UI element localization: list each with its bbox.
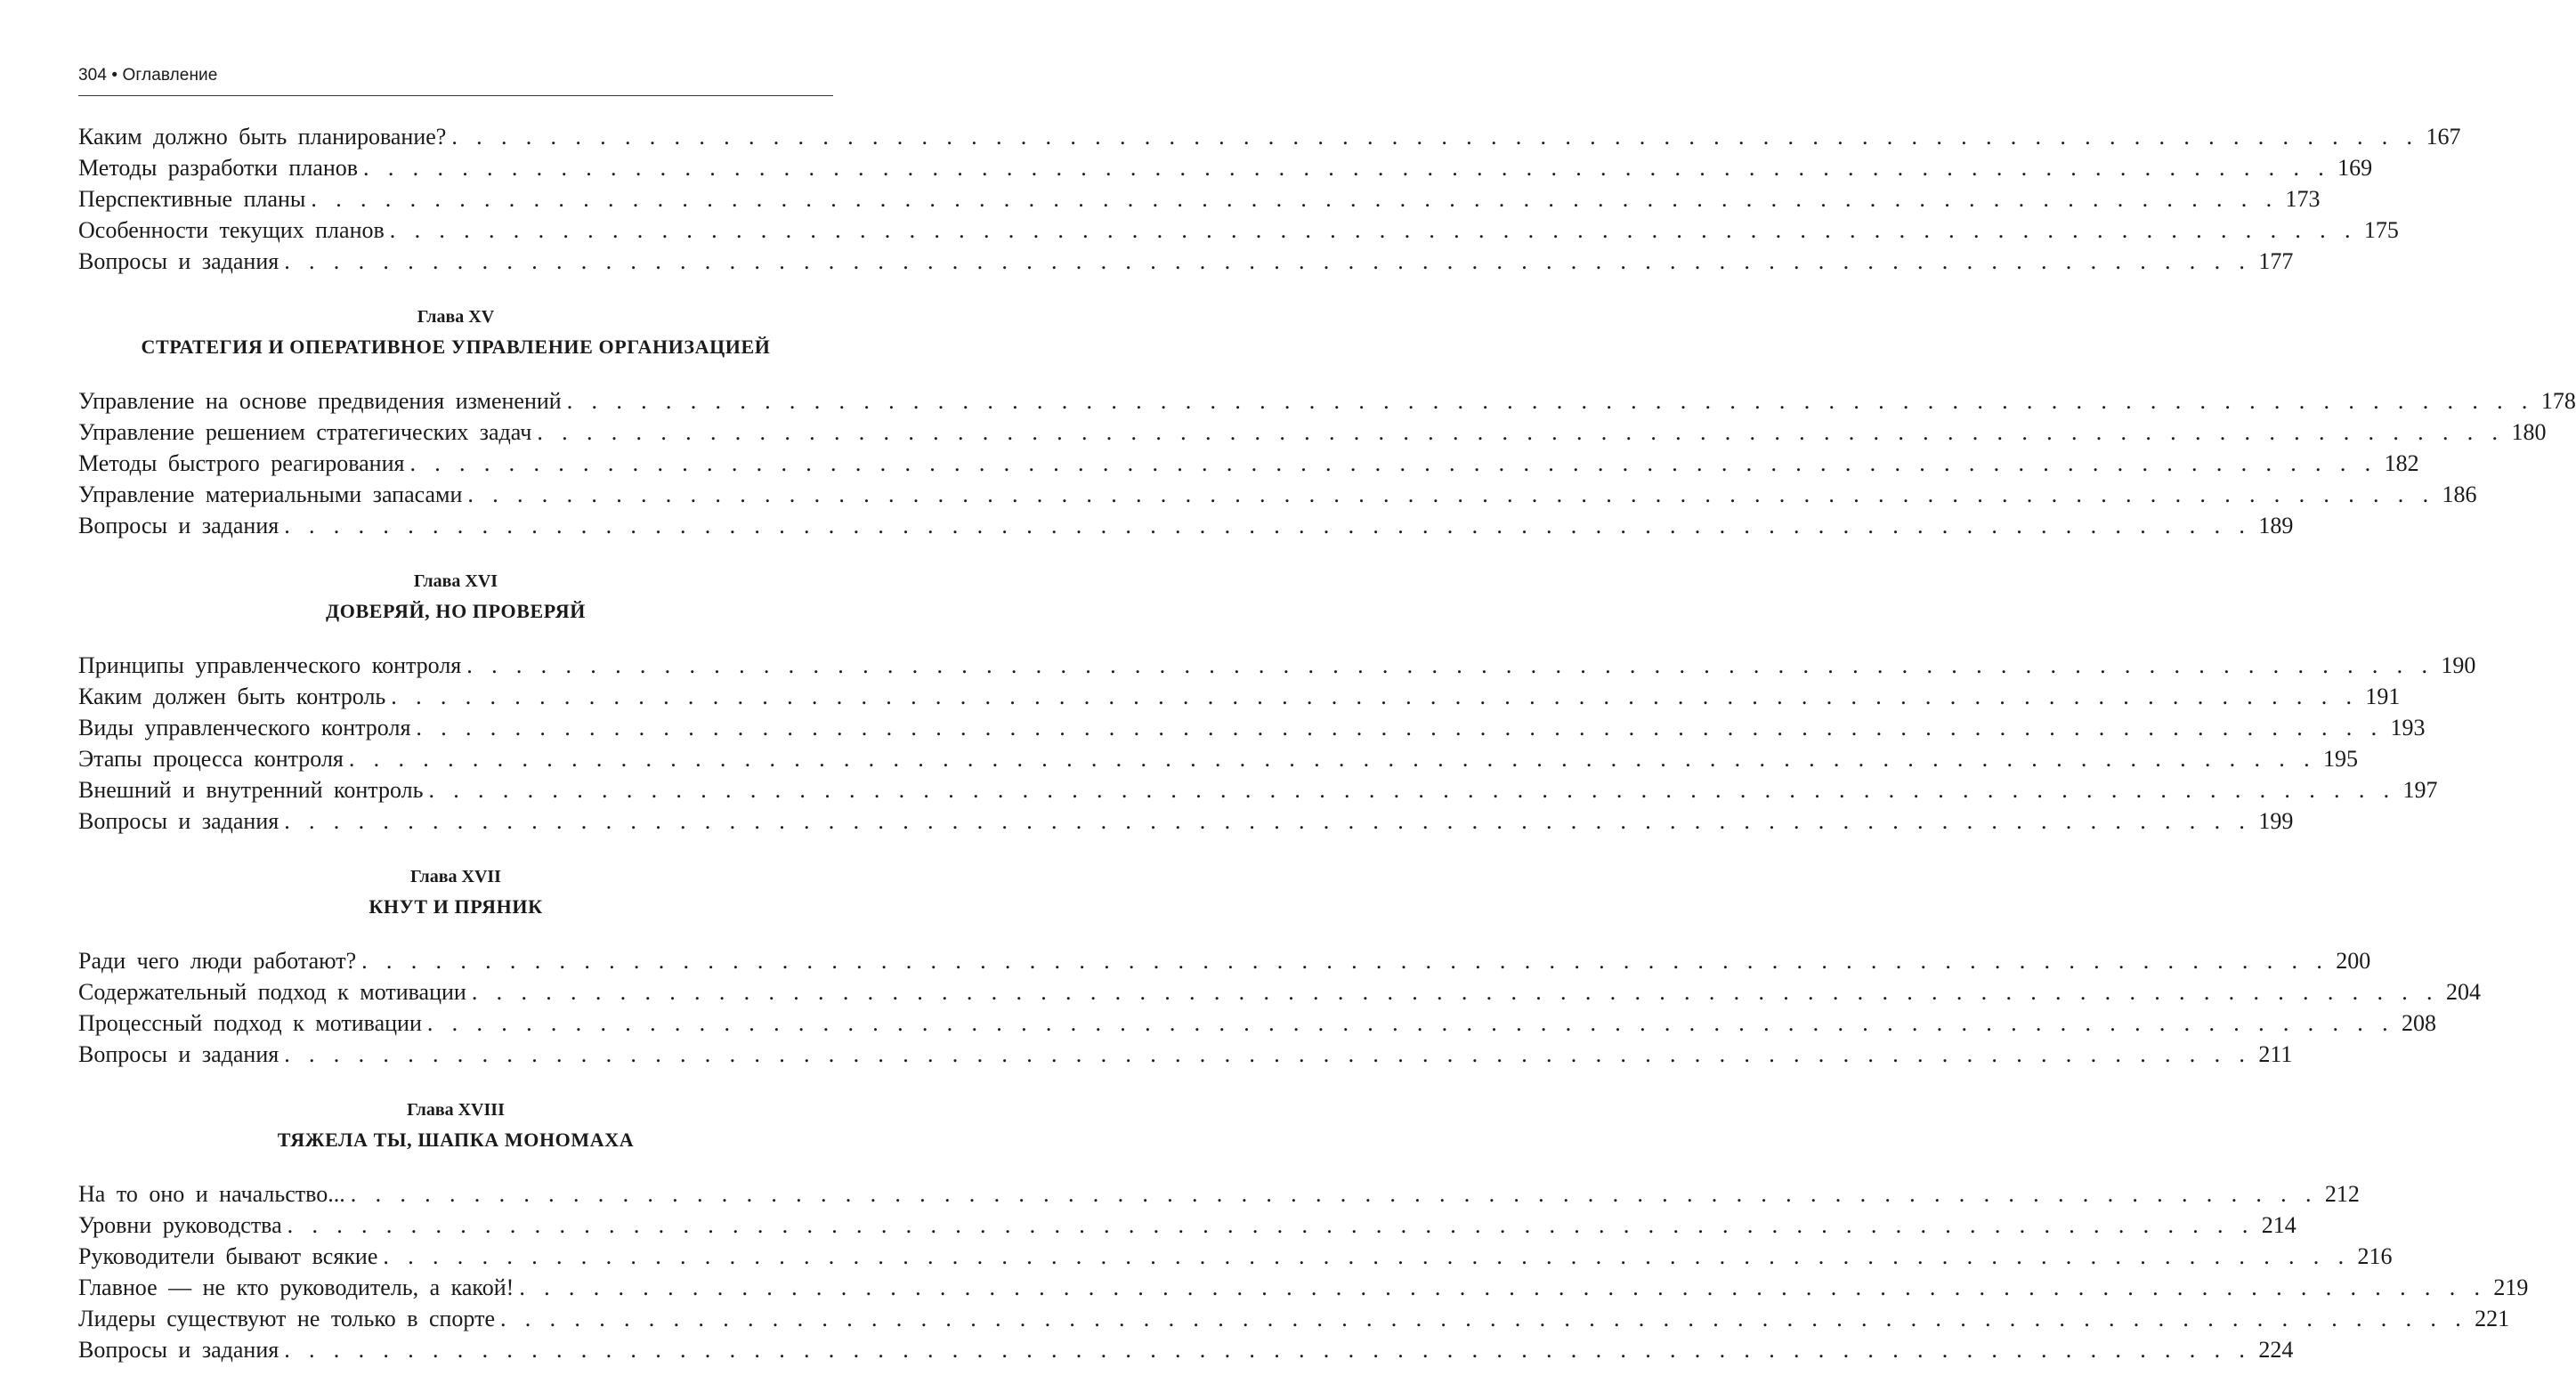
- chapter-title: СТРАТЕГИЯ И ОПЕРАТИВНОЕ УПРАВЛЕНИЕ ОРГАНИЗАЦИЕЙ: [141, 336, 771, 358]
- chapter-label: Глава XVII: [410, 867, 501, 886]
- toc-entry-title: Управление на основе предвидения изменений: [78, 388, 562, 414]
- dot-leader: . . . . . . . . . . . . . . . . . . . . . . . . . . . . . . . . . . . . . . . . . . . . . . . . . . . . . . . . . . . . . . . . . . . . . . . . . . . . . . . .: [391, 684, 2359, 709]
- toc-entry[interactable]: [78, 1272, 2529, 1303]
- dot-leader: . . . . . . . . . . . . . . . . . . . . . . . . . . . . . . . . . . . . . . . . . . . . . . . . . . . . . . . . . . . . . . . . . . . . . . . . . . . . . . . .: [284, 1041, 2252, 1067]
- toc-entry-title: Лидеры существуют не только в спорте: [78, 1306, 495, 1331]
- toc-entry-page: 195: [2322, 746, 2358, 772]
- dot-leader: . . . . . . . . . . . . . . . . . . . . . . . . . . . . . . . . . . . . . . . . . . . . . . . . . . . . . . . . . . . . . . . . . . . . . . . . . . . . . . . .: [284, 248, 2252, 274]
- toc-entry-page: 167: [2426, 124, 2461, 150]
- toc-entry-page: 199: [2258, 808, 2294, 834]
- toc-entry-page: 191: [2365, 684, 2401, 709]
- toc-entry-title: Уровни руководства: [78, 1212, 282, 1238]
- dot-leader: . . . . . . . . . . . . . . . . . . . . . . . . . . . . . . . . . . . . . . . . . . . . . . . . . . . . . . . . . . . . . . . . . . . . . . . . . . . . . . . .: [311, 186, 2279, 212]
- chapter-title: ДОВЕРЯЙ, НО ПРОВЕРЯЙ: [326, 600, 586, 622]
- chapter-label: Глава XVIII: [407, 1100, 505, 1120]
- toc-section: [78, 568, 2476, 837]
- toc-entry[interactable]: [78, 1303, 2510, 1334]
- toc-entry[interactable]: [78, 183, 2321, 214]
- toc-entry[interactable]: [78, 945, 2371, 976]
- dot-leader: . . . . . . . . . . . . . . . . . . . . . . . . . . . . . . . . . . . . . . . . . . . . . . . . . . . . . . . . . . . . . . . . . . . . . . . . . . . . . . . .: [383, 1243, 2351, 1269]
- toc-entry[interactable]: [78, 1210, 2297, 1241]
- toc-entry-page: 190: [2441, 652, 2476, 678]
- toc-entry-title: Главное — не кто руководитель, а какой!: [78, 1275, 514, 1300]
- toc-entry[interactable]: [78, 1178, 2360, 1210]
- toc-entry-title: Виды управленческого контроля: [78, 715, 411, 741]
- toc-entry-page: 219: [2493, 1275, 2529, 1300]
- toc-entry-title: Методы разработки планов: [78, 155, 359, 181]
- toc-entry-title: Управление материальными запасами: [78, 482, 463, 507]
- toc-entry-title: Перспективные планы: [78, 186, 306, 212]
- toc-entry-title: Особенности текущих планов: [78, 217, 385, 243]
- dot-leader: . . . . . . . . . . . . . . . . . . . . . . . . . . . . . . . . . . . . . . . . . . . . . . . . . . . . . . . . . . . . . . . . . . . . . . . . . . . . . . . .: [409, 450, 2378, 476]
- dot-leader: . . . . . . . . . . . . . . . . . . . . . . . . . . . . . . . . . . . . . . . . . . . . . . . . . . . . . . . . . . . . . . . . . . . . . . . . . . . . . . . .: [389, 217, 2357, 243]
- dot-leader: . . . . . . . . . . . . . . . . . . . . . . . . . . . . . . . . . . . . . . . . . . . . . . . . . . . . . . . . . . . . . . . . . . . . . . . . . . . . . . . .: [537, 419, 2505, 445]
- dot-leader: . . . . . . . . . . . . . . . . . . . . . . . . . . . . . . . . . . . . . . . . . . . . . . . . . . . . . . . . . . . . . . . . . . . . . . . . . . . . . . . .: [466, 652, 2434, 678]
- toc-entry[interactable]: [78, 650, 2476, 681]
- table-of-contents: [78, 121, 2576, 1365]
- toc-entry[interactable]: [78, 976, 2481, 1008]
- toc-entry-page: 224: [2258, 1337, 2294, 1363]
- toc-entry-page: 193: [2390, 715, 2426, 741]
- toc-entry[interactable]: [78, 1334, 2294, 1365]
- toc-entry[interactable]: [78, 417, 2547, 448]
- toc-entry-page: 178: [2540, 388, 2576, 414]
- toc-entry-title: Содержательный подход к мотивации: [78, 979, 466, 1005]
- toc-entry-page: 173: [2285, 186, 2321, 212]
- toc-entry[interactable]: [78, 448, 2419, 479]
- toc-entry-title: Этапы процесса контроля: [78, 746, 344, 772]
- toc-entry-page: 216: [2357, 1243, 2393, 1269]
- toc-entry-title: Внешний и внутренний контроль: [78, 777, 424, 803]
- toc-entry[interactable]: [78, 1008, 2436, 1039]
- toc-entry-page: 180: [2511, 419, 2547, 445]
- toc-entry-title: Руководители бывают всякие: [78, 1243, 378, 1269]
- toc-entry-page: 186: [2442, 482, 2477, 507]
- toc-entry[interactable]: [78, 1241, 2393, 1272]
- toc-entry-page: 169: [2337, 155, 2373, 181]
- dot-leader: . . . . . . . . . . . . . . . . . . . . . . . . . . . . . . . . . . . . . . . . . . . . . . . . . . . . . . . . . . . . . . . . . . . . . . . . . . . . . . . .: [566, 388, 2534, 414]
- dot-leader: . . . . . . . . . . . . . . . . . . . . . . . . . . . . . . . . . . . . . . . . . . . . . . . . . . . . . . . . . . . . . . . . . . . . . . . . . . . . . . . .: [284, 1337, 2252, 1363]
- toc-entry[interactable]: [78, 774, 2438, 805]
- toc-entry[interactable]: [78, 712, 2426, 743]
- toc-entry-page: 208: [2401, 1010, 2436, 1036]
- toc-section: [78, 303, 2576, 541]
- chapter-label: Глава XVI: [413, 571, 498, 591]
- toc-entry-page: 197: [2402, 777, 2438, 803]
- running-head: 304 • Оглавление: [78, 66, 218, 85]
- toc-entry[interactable]: [78, 743, 2358, 774]
- toc-section: [78, 863, 2481, 1070]
- chapter-label: Глава XV: [417, 307, 495, 327]
- toc-section: [78, 121, 2461, 277]
- toc-entry-title: Вопросы и задания: [78, 1041, 279, 1067]
- toc-entry[interactable]: [78, 510, 2294, 541]
- toc-entry[interactable]: [78, 121, 2461, 152]
- toc-entry-page: 182: [2384, 450, 2419, 476]
- toc-entry-title: Вопросы и задания: [78, 248, 279, 274]
- toc-entry[interactable]: [78, 479, 2477, 510]
- chapter-title: ТЯЖЕЛА ТЫ, ШАПКА МОНОМАХА: [277, 1129, 635, 1151]
- toc-entry[interactable]: [78, 1039, 2293, 1070]
- toc-entry-title: Методы быстрого реагирования: [78, 450, 405, 476]
- dot-leader: . . . . . . . . . . . . . . . . . . . . . . . . . . . . . . . . . . . . . . . . . . . . . . . . . . . . . . . . . . . . . . . . . . . . . . . . . . . . . . . .: [284, 808, 2252, 834]
- dot-leader: . . . . . . . . . . . . . . . . . . . . . . . . . . . . . . . . . . . . . . . . . . . . . . . . . . . . . . . . . . . . . . . . . . . . . . . . . . . . . . . .: [348, 746, 2316, 772]
- toc-entry-title: На то оно и начальство...: [78, 1181, 345, 1207]
- toc-entry-page: 212: [2324, 1181, 2360, 1207]
- toc-entry-title: Принципы управленческого контроля: [78, 652, 462, 678]
- dot-leader: . . . . . . . . . . . . . . . . . . . . . . . . . . . . . . . . . . . . . . . . . . . . . . . . . . . . . . . . . . . . . . . . . . . . . . . . . . . . . . . .: [467, 482, 2435, 507]
- dot-leader: . . . . . . . . . . . . . . . . . . . . . . . . . . . . . . . . . . . . . . . . . . . . . . . . . . . . . . . . . . . . . . . . . . . . . . . . . . . . . . . .: [519, 1275, 2487, 1300]
- toc-entry-title: Вопросы и задания: [78, 808, 279, 834]
- dot-leader: . . . . . . . . . . . . . . . . . . . . . . . . . . . . . . . . . . . . . . . . . . . . . . . . . . . . . . . . . . . . . . . . . . . . . . . . . . . . . . . .: [361, 948, 2329, 974]
- toc-entry-page: 189: [2258, 513, 2294, 538]
- dot-leader: . . . . . . . . . . . . . . . . . . . . . . . . . . . . . . . . . . . . . . . . . . . . . . . . . . . . . . . . . . . . . . . . . . . . . . . . . . . . . . . .: [284, 513, 2252, 538]
- toc-entry[interactable]: [78, 246, 2294, 277]
- toc-entry-title: Управление решением стратегических задач: [78, 419, 532, 445]
- dot-leader: . . . . . . . . . . . . . . . . . . . . . . . . . . . . . . . . . . . . . . . . . . . . . . . . . . . . . . . . . . . . . . . . . . . . . . . . . . . . . . . .: [363, 155, 2331, 181]
- dot-leader: . . . . . . . . . . . . . . . . . . . . . . . . . . . . . . . . . . . . . . . . . . . . . . . . . . . . . . . . . . . . . . . . . . . . . . . . . . . . . . . .: [500, 1306, 2468, 1331]
- toc-entry[interactable]: [78, 385, 2576, 417]
- chapter-title: КНУТ И ПРЯНИК: [369, 895, 543, 918]
- toc-entry-title: Вопросы и задания: [78, 513, 279, 538]
- toc-entry[interactable]: [78, 214, 2399, 246]
- dot-leader: . . . . . . . . . . . . . . . . . . . . . . . . . . . . . . . . . . . . . . . . . . . . . . . . . . . . . . . . . . . . . . . . . . . . . . . . . . . . . . . .: [428, 777, 2396, 803]
- toc-entry-page: 221: [2475, 1306, 2510, 1331]
- toc-entry-title: Каким должно быть планирование?: [78, 124, 447, 150]
- toc-entry[interactable]: [78, 805, 2294, 837]
- dot-leader: . . . . . . . . . . . . . . . . . . . . . . . . . . . . . . . . . . . . . . . . . . . . . . . . . . . . . . . . . . . . . . . . . . . . . . . . . . . . . . . .: [416, 715, 2384, 741]
- toc-entry-title: Процессный подход к мотивации: [78, 1010, 422, 1036]
- toc-entry-title: Каким должен быть контроль: [78, 684, 386, 709]
- toc-entry[interactable]: [78, 681, 2401, 712]
- toc-entry-page: 175: [2363, 217, 2399, 243]
- dot-leader: . . . . . . . . . . . . . . . . . . . . . . . . . . . . . . . . . . . . . . . . . . . . . . . . . . . . . . . . . . . . . . . . . . . . . . . . . . . . . . . .: [426, 1010, 2394, 1036]
- toc-entry-page: 214: [2261, 1212, 2297, 1238]
- dot-leader: . . . . . . . . . . . . . . . . . . . . . . . . . . . . . . . . . . . . . . . . . . . . . . . . . . . . . . . . . . . . . . . . . . . . . . . . . . . . . . . .: [451, 124, 2419, 150]
- toc-entry-title: Ради чего люди работают?: [78, 948, 357, 974]
- toc-entry-page: 204: [2445, 979, 2481, 1005]
- toc-entry-page: 200: [2336, 948, 2371, 974]
- dot-leader: . . . . . . . . . . . . . . . . . . . . . . . . . . . . . . . . . . . . . . . . . . . . . . . . . . . . . . . . . . . . . . . . . . . . . . . . . . . . . . . .: [350, 1181, 2318, 1207]
- toc-section: [78, 1097, 2529, 1365]
- header-rule: [78, 95, 833, 96]
- dot-leader: . . . . . . . . . . . . . . . . . . . . . . . . . . . . . . . . . . . . . . . . . . . . . . . . . . . . . . . . . . . . . . . . . . . . . . . . . . . . . . . .: [287, 1212, 2255, 1238]
- toc-entry-page: 177: [2258, 248, 2294, 274]
- toc-entry-page: 211: [2258, 1041, 2293, 1067]
- dot-leader: . . . . . . . . . . . . . . . . . . . . . . . . . . . . . . . . . . . . . . . . . . . . . . . . . . . . . . . . . . . . . . . . . . . . . . . . . . . . . . . .: [471, 979, 2439, 1005]
- toc-entry-title: Вопросы и задания: [78, 1337, 279, 1363]
- toc-entry[interactable]: [78, 152, 2373, 183]
